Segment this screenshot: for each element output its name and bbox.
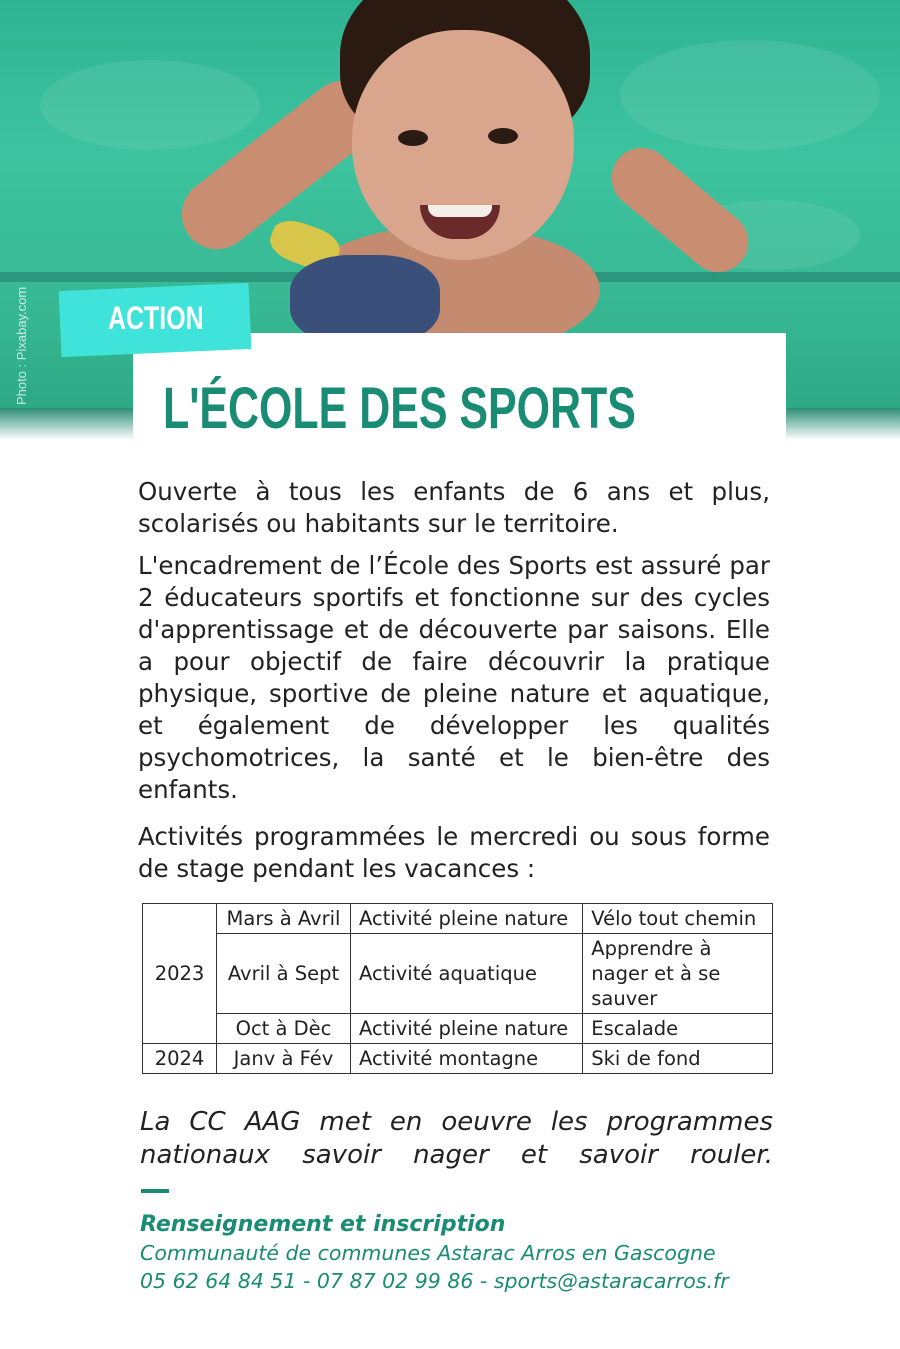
contact-organization: Communauté de communes Astarac Arros en Gascogne: [140, 1241, 716, 1265]
child-eye: [488, 128, 518, 144]
activities-intro: Activités programmées le mercredi ou sous forme de stage pendant les vacances :: [138, 822, 770, 883]
year-cell: 2023: [143, 904, 217, 1044]
intro-paragraph: Ouverte à tous les enfants de 6 ans et plus, scolarisés ou habitants sur le territoire.: [138, 477, 770, 538]
photo-credit: Photo : Pixabay.com: [14, 286, 29, 405]
child-teeth: [428, 205, 492, 217]
activity-cell: Activité aquatique: [350, 934, 582, 1014]
detail-cell: Vélo tout chemin: [583, 904, 773, 934]
contact-details: 05 62 64 84 51 - 07 87 02 99 86 - sports@astaracarros.fr: [140, 1269, 729, 1293]
child-eye: [398, 130, 428, 146]
activity-cell: Activité montagne: [350, 1044, 582, 1074]
table-row: [143, 1044, 773, 1074]
table-row: [143, 1014, 773, 1044]
description-paragraph: L'encadrement de l’École des Sports est assuré par 2 éducateurs sportifs et fonctionne sur des cycles d'apprentissage et de découverte par saisons. Elle a pour objectif de faire découvrir la pratique physique, sportive de pleine nature et aquatique, et également de développer les qualités psychomotrices, la santé et le bien-être des enfants.: [138, 551, 770, 804]
activity-cell: Activité pleine nature: [350, 904, 582, 934]
detail-cell: Ski de fond: [583, 1044, 773, 1074]
activity-cell: Activité pleine nature: [350, 1014, 582, 1044]
detail-cell: Escalade: [583, 1014, 773, 1044]
water-ripple: [40, 60, 260, 150]
closing-statement: La CC AAG met en oeuvre les programmes nationaux savoir nager et savoir rouler.: [140, 1107, 773, 1170]
period-cell: Mars à Avril: [217, 904, 351, 934]
year-cell: 2024: [143, 1044, 217, 1074]
period-cell: Janv à Fév: [217, 1044, 351, 1074]
water-ripple: [620, 40, 880, 150]
schedule-table: [142, 903, 773, 1074]
period-cell: Avril à Sept: [217, 934, 351, 1014]
table-row: [143, 934, 773, 1014]
page-title: L'ÉCOLE DES SPORTS: [163, 376, 636, 441]
period-cell: Oct à Dèc: [217, 1014, 351, 1044]
contact-heading: Renseignement et inscription: [140, 1212, 506, 1237]
action-tag-label: ACTION: [108, 300, 204, 336]
child-swim-shorts: [290, 255, 440, 345]
section-divider: [141, 1189, 169, 1193]
table-row: [143, 904, 773, 934]
detail-cell: Apprendre à nager et à se sauver: [583, 934, 773, 1014]
